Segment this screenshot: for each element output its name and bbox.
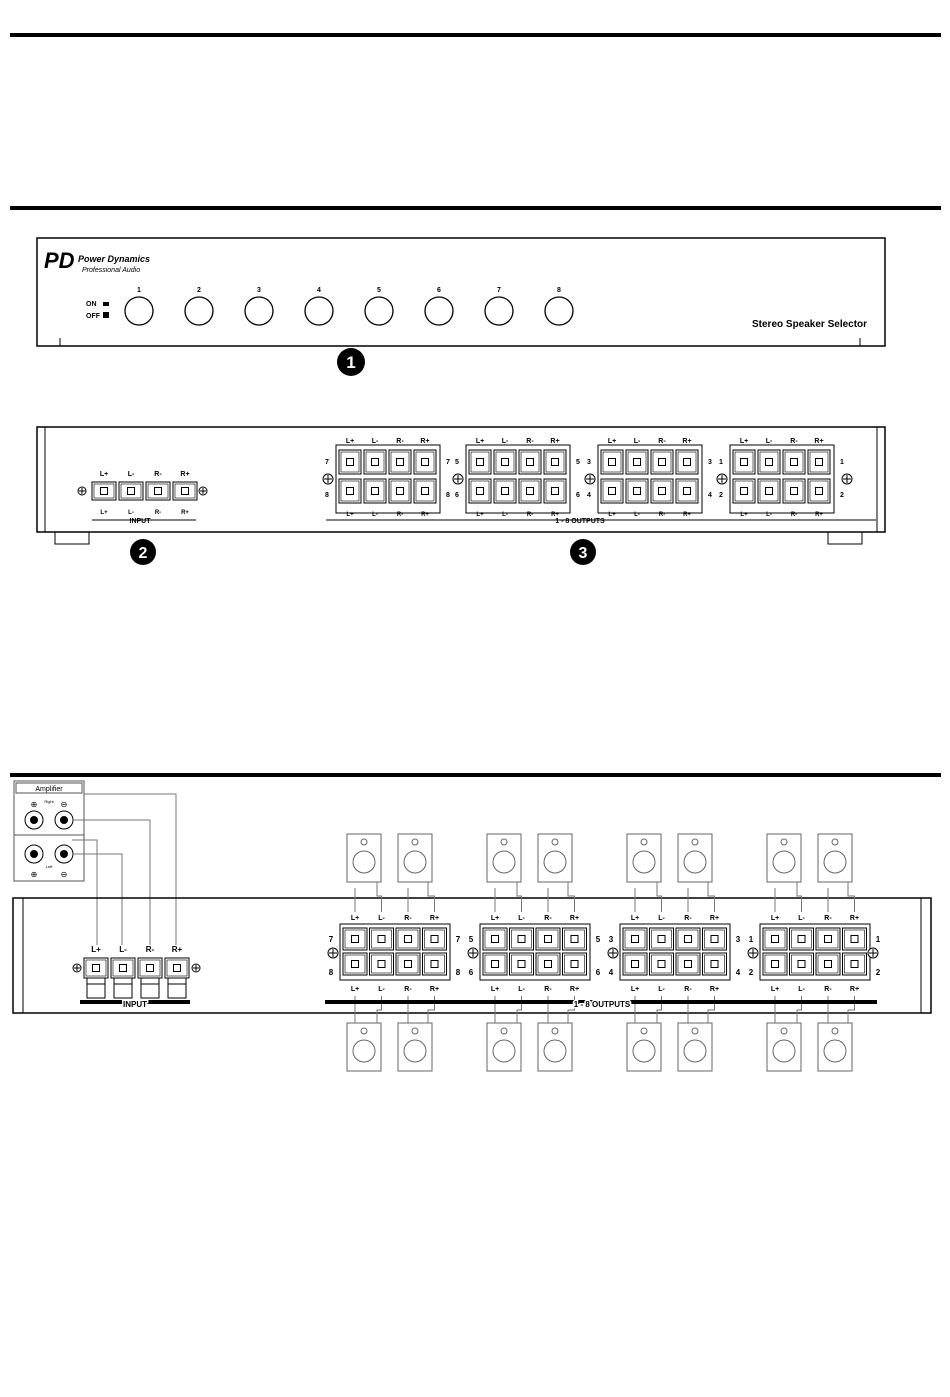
wiring-output-terminal-g1-r1-c1: [343, 928, 367, 950]
output-label-top-g3-2: L-: [633, 438, 641, 445]
wiring-output-terminal-g1-r1-c3: [396, 928, 420, 950]
wiring-output-label-bottom-g4-1: L+: [770, 986, 780, 993]
wiring-number-right-bottom-1: 8: [455, 968, 461, 977]
selector-button-6: [425, 297, 453, 325]
output-terminal-g4-r1-c4: [808, 450, 830, 474]
wiring-output-terminal-g1-r2-c4: [423, 953, 447, 975]
front-panel-diagram: [0, 0, 950, 390]
output-terminal-g1-r1-c3: [389, 450, 411, 474]
speaker-bottom-right-g1: [398, 1023, 432, 1071]
speaker-bottom-right-g4: [818, 1023, 852, 1071]
output-label-top-g4-2: L-: [765, 438, 773, 445]
output-terminal-g3-r1-c3: [651, 450, 673, 474]
output-number-right-top-4: 1: [840, 459, 844, 466]
wiring-number-left-top-1: 7: [328, 935, 334, 944]
wiring-outputs-label: 1 - 8 OUTPUTS: [573, 1000, 631, 1009]
input-terminal-label-top-3: R-: [154, 471, 162, 478]
wiring-output-terminal-g4-r1-c1: [763, 928, 787, 950]
output-terminal-g2-r2-c4: [544, 479, 566, 503]
wiring-output-terminal-g1-r2-c1: [343, 953, 367, 975]
wiring-output-label-top-g1-4: R+: [429, 915, 440, 922]
output-number-left-bottom-3: 4: [587, 492, 591, 499]
input-terminal-label-bottom-4: R+: [181, 510, 189, 516]
wiring-output-terminal-g2-r2-c3: [536, 953, 560, 975]
wiring-number-right-top-3: 3: [735, 935, 741, 944]
wiring-output-terminal-g2-r1-c4: [563, 928, 587, 950]
wiring-output-label-bottom-g4-3: R-: [824, 986, 832, 993]
output-terminal-g2-r1-c4: [544, 450, 566, 474]
wiring-output-terminal-g3-r2-c3: [676, 953, 700, 975]
wiring-number-left-top-4: 1: [748, 935, 754, 944]
amplifier-box: [14, 781, 84, 881]
selector-button-8: [545, 297, 573, 325]
wiring-diagram: [0, 778, 950, 1088]
speaker-top-left-g4: [767, 834, 801, 882]
wiring-output-label-top-g4-1: L+: [770, 915, 780, 922]
output-number-left-top-1: 7: [325, 459, 329, 466]
wiring-input-label-1: L+: [91, 945, 101, 954]
rear-input-label: INPUT: [129, 518, 151, 525]
wiring-input-plug-3: [141, 978, 159, 998]
svg-text:⊕: ⊕: [30, 800, 38, 809]
wiring-input-label-2: L-: [119, 945, 127, 954]
selector-button-3: [245, 297, 273, 325]
off-label: OFF: [86, 313, 100, 320]
speaker-bottom-left-g2: [487, 1023, 521, 1071]
wiring-output-terminal-g3-r1-c1: [623, 928, 647, 950]
wiring-output-label-bottom-g1-3: R-: [404, 986, 412, 993]
wiring-output-label-bottom-g2-4: R+: [569, 986, 580, 993]
output-number-left-bottom-1: 8: [325, 492, 329, 499]
output-terminal-g4-r2-c2: [758, 479, 780, 503]
wiring-input-label-4: R+: [171, 945, 183, 954]
logo-mark: PD: [44, 248, 75, 273]
selector-button-5: [365, 297, 393, 325]
output-label-bottom-g3-1: L+: [608, 512, 616, 518]
output-terminal-g4-r2-c1: [733, 479, 755, 503]
wiring-output-terminal-g4-r1-c2: [790, 928, 814, 950]
output-terminal-g4-r2-c4: [808, 479, 830, 503]
output-terminal-g2-r1-c3: [519, 450, 541, 474]
output-terminal-g3-r1-c4: [676, 450, 698, 474]
wiring-output-label-top-g2-4: R+: [569, 915, 580, 922]
output-label-top-g3-1: L+: [607, 438, 617, 445]
output-number-right-top-2: 5: [576, 459, 580, 466]
output-label-bottom-g4-3: R-: [790, 512, 798, 518]
wiring-output-label-bottom-g4-2: L-: [798, 986, 805, 993]
selector-button-number-6: 6: [437, 287, 441, 294]
wiring-output-label-top-g3-3: R-: [684, 915, 692, 922]
selector-button-7: [485, 297, 513, 325]
output-label-top-g2-1: L+: [475, 438, 485, 445]
selector-button-number-4: 4: [317, 287, 321, 294]
output-terminal-g3-r2-c2: [626, 479, 648, 503]
wiring-output-terminal-g3-r2-c4: [703, 953, 727, 975]
wiring-input-terminal-3: [138, 958, 162, 978]
output-label-bottom-g4-1: L+: [740, 512, 748, 518]
on-label: ON: [86, 301, 97, 308]
wiring-output-label-top-g4-3: R-: [824, 915, 832, 922]
foot-right: [828, 532, 862, 544]
output-number-left-top-4: 1: [719, 459, 723, 466]
wiring-output-terminal-g3-r2-c2: [650, 953, 674, 975]
speaker-top-right-g4: [818, 834, 852, 882]
output-number-right-bottom-3: 4: [708, 492, 712, 499]
output-terminal-g3-r2-c1: [601, 479, 623, 503]
callout-2-number: 2: [138, 545, 148, 562]
foot-left: [55, 532, 89, 544]
output-number-left-bottom-2: 6: [455, 492, 459, 499]
output-number-left-top-3: 3: [587, 459, 591, 466]
selector-button-1: [125, 297, 153, 325]
wiring-output-label-top-g2-1: L+: [490, 915, 500, 922]
speaker-bottom-left-g3: [627, 1023, 661, 1071]
speaker-top-left-g1: [347, 834, 381, 882]
output-terminal-g1-r2-c3: [389, 479, 411, 503]
output-terminal-g2-r1-c1: [469, 450, 491, 474]
speaker-bottom-right-g3: [678, 1023, 712, 1071]
wiring-output-label-bottom-g3-4: R+: [709, 986, 720, 993]
brand-name: Power Dynamics: [78, 254, 151, 264]
wiring-input-label-3: R-: [145, 945, 155, 954]
svg-text:⊖: ⊖: [60, 800, 68, 809]
model-label: Stereo Speaker Selector: [752, 319, 868, 330]
wiring-output-label-bottom-g3-3: R-: [684, 986, 692, 993]
wiring-input-plug-4: [168, 978, 186, 998]
off-indicator-icon: [103, 312, 109, 318]
wiring-output-terminal-g1-r2-c3: [396, 953, 420, 975]
wiring-output-label-top-g3-2: L-: [658, 915, 665, 922]
wiring-output-label-top-g2-2: L-: [518, 915, 525, 922]
selector-button-number-8: 8: [557, 287, 561, 294]
output-label-top-g3-3: R-: [658, 438, 666, 445]
selector-button-number-7: 7: [497, 287, 501, 294]
output-terminal-g3-r1-c1: [601, 450, 623, 474]
wiring-output-terminal-g4-r2-c3: [816, 953, 840, 975]
output-terminal-g4-r1-c3: [783, 450, 805, 474]
wiring-output-terminal-g2-r1-c1: [483, 928, 507, 950]
selector-button-number-5: 5: [377, 287, 381, 294]
output-label-bottom-g1-4: R+: [421, 512, 429, 518]
wiring-output-label-top-g4-2: L-: [798, 915, 805, 922]
speaker-bottom-left-g1: [347, 1023, 381, 1071]
callout-3-number: 3: [578, 545, 588, 562]
wiring-output-label-top-g1-1: L+: [350, 915, 360, 922]
selector-button-number-3: 3: [257, 287, 261, 294]
amp-left-label: Left: [45, 864, 53, 869]
wiring-output-terminal-g1-r1-c2: [370, 928, 394, 950]
wiring-output-label-top-g3-1: L+: [630, 915, 640, 922]
output-number-right-bottom-2: 6: [576, 492, 580, 499]
wiring-number-right-top-1: 7: [455, 935, 461, 944]
wiring-number-left-bottom-1: 8: [328, 968, 334, 977]
input-terminal-4: [173, 482, 197, 500]
wiring-input-label: INPUT: [123, 1000, 147, 1009]
on-indicator-icon: [103, 302, 109, 306]
wiring-output-terminal-g2-r1-c3: [536, 928, 560, 950]
selector-button-4: [305, 297, 333, 325]
wiring-output-terminal-g3-r1-c3: [676, 928, 700, 950]
output-number-right-bottom-1: 8: [446, 492, 450, 499]
wiring-output-label-top-g1-3: R-: [404, 915, 412, 922]
input-terminal-label-top-2: L-: [127, 471, 135, 478]
wiring-number-left-bottom-2: 6: [468, 968, 474, 977]
speaker-bottom-right-g2: [538, 1023, 572, 1071]
rear-outputs-label: 1 - 8 OUTPUTS: [555, 518, 605, 525]
output-label-top-g1-3: R-: [396, 438, 404, 445]
output-terminal-g3-r2-c3: [651, 479, 673, 503]
output-terminal-g1-r1-c1: [339, 450, 361, 474]
output-terminal-g4-r1-c1: [733, 450, 755, 474]
output-terminal-g1-r2-c4: [414, 479, 436, 503]
wiring-output-terminal-g4-r2-c2: [790, 953, 814, 975]
wiring-number-left-top-3: 3: [608, 935, 614, 944]
wiring-input-terminal-1: [84, 958, 108, 978]
output-label-bottom-g1-2: L-: [372, 512, 378, 518]
wiring-number-right-bottom-2: 6: [595, 968, 601, 977]
output-terminal-g3-r1-c2: [626, 450, 648, 474]
wiring-output-terminal-g4-r2-c4: [843, 953, 867, 975]
wiring-output-label-bottom-g1-4: R+: [429, 986, 440, 993]
wiring-output-label-top-g3-4: R+: [709, 915, 720, 922]
wiring-input-terminal-2: [111, 958, 135, 978]
output-terminal-g2-r1-c2: [494, 450, 516, 474]
output-terminal-g4-r2-c3: [783, 479, 805, 503]
output-label-bottom-g3-3: R-: [658, 512, 666, 518]
output-number-left-top-2: 5: [455, 459, 459, 466]
svg-text:⊕: ⊕: [30, 870, 38, 879]
output-label-top-g1-4: R+: [420, 438, 430, 445]
output-number-left-bottom-4: 2: [719, 492, 723, 499]
wiring-number-left-bottom-4: 2: [748, 968, 754, 977]
callout-1-number: 1: [346, 353, 356, 372]
wiring-number-right-top-4: 1: [875, 935, 881, 944]
output-label-bottom-g3-2: L-: [634, 512, 640, 518]
output-label-bottom-g1-1: L+: [346, 512, 354, 518]
wiring-output-terminal-g4-r1-c3: [816, 928, 840, 950]
wiring-number-left-top-2: 5: [468, 935, 474, 944]
wiring-output-label-bottom-g4-4: R+: [849, 986, 860, 993]
wiring-input-plug-1: [87, 978, 105, 998]
wiring-output-label-bottom-g2-1: L+: [490, 986, 500, 993]
amp-right-label: Right: [44, 799, 54, 804]
output-terminal-g3-r2-c4: [676, 479, 698, 503]
output-label-bottom-g2-2: L-: [502, 512, 508, 518]
output-terminal-g4-r1-c2: [758, 450, 780, 474]
wiring-output-terminal-g2-r2-c2: [510, 953, 534, 975]
wiring-input-plug-2: [114, 978, 132, 998]
input-terminal-label-bottom-3: R-: [154, 510, 162, 516]
output-label-top-g2-3: R-: [526, 438, 534, 445]
brand-tagline: Professional Audio: [82, 267, 141, 274]
output-terminal-g2-r2-c2: [494, 479, 516, 503]
selector-button-number-2: 2: [197, 287, 201, 294]
output-label-bottom-g4-2: L-: [766, 512, 772, 518]
output-terminal-g2-r2-c3: [519, 479, 541, 503]
wiring-output-terminal-g3-r1-c2: [650, 928, 674, 950]
output-terminal-g1-r2-c1: [339, 479, 361, 503]
output-terminal-g1-r1-c2: [364, 450, 386, 474]
selector-button-number-1: 1: [137, 287, 141, 294]
input-terminal-label-bottom-1: L+: [100, 510, 108, 516]
wiring-output-terminal-g2-r2-c1: [483, 953, 507, 975]
output-label-top-g4-3: R-: [790, 438, 798, 445]
wiring-number-right-bottom-3: 4: [735, 968, 741, 977]
amplifier-label: Amplifier: [35, 786, 63, 793]
wiring-output-label-bottom-g2-2: L-: [518, 986, 525, 993]
output-terminal-g1-r1-c4: [414, 450, 436, 474]
input-terminal-2: [119, 482, 143, 500]
input-terminal-label-top-4: R+: [180, 471, 190, 478]
speaker-top-right-g3: [678, 834, 712, 882]
wiring-output-label-top-g4-4: R+: [849, 915, 860, 922]
output-label-top-g4-4: R+: [814, 438, 824, 445]
input-terminal-label-top-1: L+: [99, 471, 109, 478]
output-label-top-g1-2: L-: [371, 438, 379, 445]
input-terminal-3: [146, 482, 170, 500]
wiring-output-terminal-g4-r1-c4: [843, 928, 867, 950]
wiring-output-terminal-g1-r1-c4: [423, 928, 447, 950]
wiring-output-label-bottom-g1-2: L-: [378, 986, 385, 993]
wiring-output-label-top-g1-2: L-: [378, 915, 385, 922]
output-label-bottom-g2-3: R-: [526, 512, 534, 518]
output-label-top-g4-1: L+: [739, 438, 749, 445]
wiring-output-terminal-g2-r2-c4: [563, 953, 587, 975]
output-terminal-g2-r2-c1: [469, 479, 491, 503]
wiring-output-label-bottom-g3-1: L+: [630, 986, 640, 993]
wiring-output-terminal-g3-r2-c1: [623, 953, 647, 975]
output-number-right-top-1: 7: [446, 459, 450, 466]
output-terminal-g1-r2-c2: [364, 479, 386, 503]
speaker-top-right-g1: [398, 834, 432, 882]
selector-button-2: [185, 297, 213, 325]
output-label-bottom-g4-4: R+: [815, 512, 823, 518]
wiring-number-right-top-2: 5: [595, 935, 601, 944]
wiring-output-terminal-g3-r1-c4: [703, 928, 727, 950]
speaker-top-left-g2: [487, 834, 521, 882]
speaker-bottom-left-g4: [767, 1023, 801, 1071]
output-label-top-g1-1: L+: [345, 438, 355, 445]
output-label-bottom-g2-1: L+: [476, 512, 484, 518]
wiring-output-label-bottom-g2-3: R-: [544, 986, 552, 993]
wiring-output-terminal-g1-r2-c2: [370, 953, 394, 975]
speaker-top-left-g3: [627, 834, 661, 882]
output-label-top-g2-2: L-: [501, 438, 509, 445]
output-label-bottom-g2-4: R+: [551, 512, 559, 518]
wiring-output-label-top-g2-3: R-: [544, 915, 552, 922]
wiring-output-terminal-g2-r1-c2: [510, 928, 534, 950]
input-terminal-label-bottom-2: L-: [128, 510, 134, 516]
wiring-number-left-bottom-3: 4: [608, 968, 614, 977]
rear-panel-diagram: [0, 400, 950, 580]
wiring-output-label-bottom-g1-1: L+: [350, 986, 360, 993]
section-rule-bottom: [10, 773, 941, 777]
output-label-bottom-g3-4: R+: [683, 512, 691, 518]
svg-text:⊖: ⊖: [60, 870, 68, 879]
wiring-output-terminal-g4-r2-c1: [763, 953, 787, 975]
wiring-input-terminal-4: [165, 958, 189, 978]
output-label-top-g3-4: R+: [682, 438, 692, 445]
input-terminal-1: [92, 482, 116, 500]
wiring-number-right-bottom-4: 2: [875, 968, 881, 977]
output-label-bottom-g1-3: R-: [396, 512, 404, 518]
output-number-right-top-3: 3: [708, 459, 712, 466]
amp-input-wires: [72, 794, 176, 945]
wiring-output-label-bottom-g3-2: L-: [658, 986, 665, 993]
output-number-right-bottom-4: 2: [840, 492, 844, 499]
speaker-top-right-g2: [538, 834, 572, 882]
output-label-top-g2-4: R+: [550, 438, 560, 445]
